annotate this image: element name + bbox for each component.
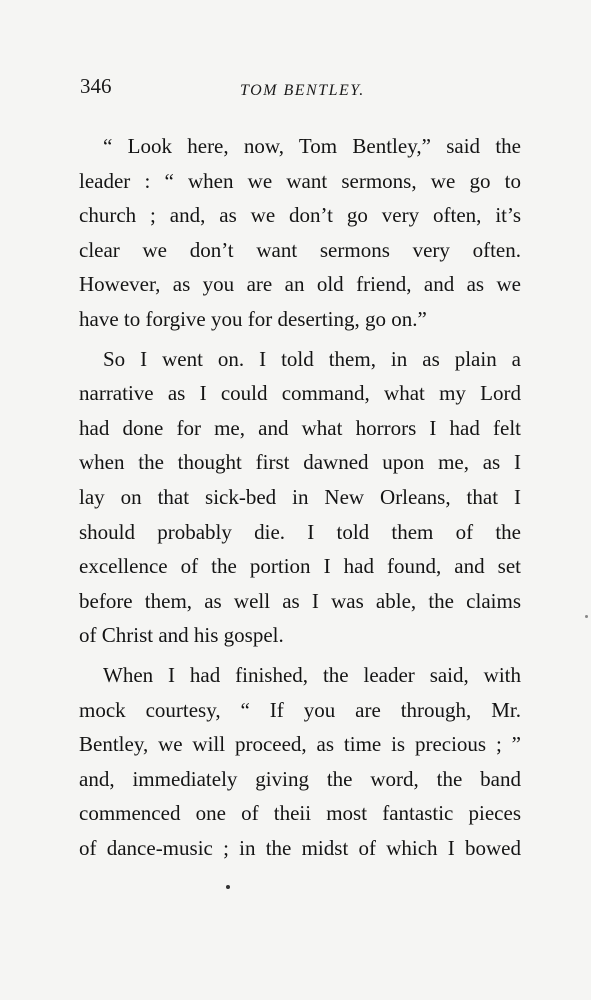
paragraph — [79, 342, 521, 653]
text-line: commenced one of theii most fantastic pieces — [79, 801, 521, 826]
text-line: mock courtesy, “ If you are through, Mr. — [79, 697, 521, 722]
text-line: leader : “ when we want sermons, we go to — [79, 168, 521, 193]
text-line: church ; and, as we don’t go very often, it’s — [79, 203, 521, 228]
text-line: When I had finished, the leader said, with — [103, 662, 521, 687]
text-line: when the thought first dawned upon me, as I — [79, 450, 521, 475]
body-text — [79, 129, 521, 865]
text-line: “ Look here, now, Tom Bentley,” said the — [103, 134, 521, 158]
text-line: have to forgive you for deserting, go on.” — [79, 306, 427, 331]
paragraph — [79, 658, 521, 866]
text-line: and, immediately giving the word, the band — [79, 766, 521, 791]
text-line: However, as you are an old friend, and as we — [79, 272, 521, 297]
page-header — [80, 74, 520, 104]
text-line: So I went on. I told them, in as plain a — [103, 346, 521, 371]
text-line: excellence of the portion I had found, and set — [79, 554, 521, 579]
page-number: 346 — [80, 74, 112, 98]
running-head: TOM BENTLEY. — [240, 82, 365, 99]
ink-speck — [226, 885, 230, 889]
text-line: narrative as I could command, what my Lord — [79, 381, 521, 406]
paragraph — [79, 129, 521, 337]
text-line: should probably die. I told them of the — [79, 519, 521, 544]
ink-speck — [585, 615, 588, 618]
text-line: of dance-music ; in the midst of which I bowed — [79, 835, 521, 860]
text-line: of Christ and his gospel. — [79, 623, 284, 648]
text-line: had done for me, and what horrors I had felt — [79, 415, 521, 440]
text-line: clear we don’t want sermons very often. — [79, 237, 521, 262]
text-line: Bentley, we will proceed, as time is precious ; ” — [79, 732, 521, 757]
text-line: lay on that sick-bed in New Orleans, that I — [79, 484, 521, 509]
text-line: before them, as well as I was able, the claims — [79, 588, 521, 613]
